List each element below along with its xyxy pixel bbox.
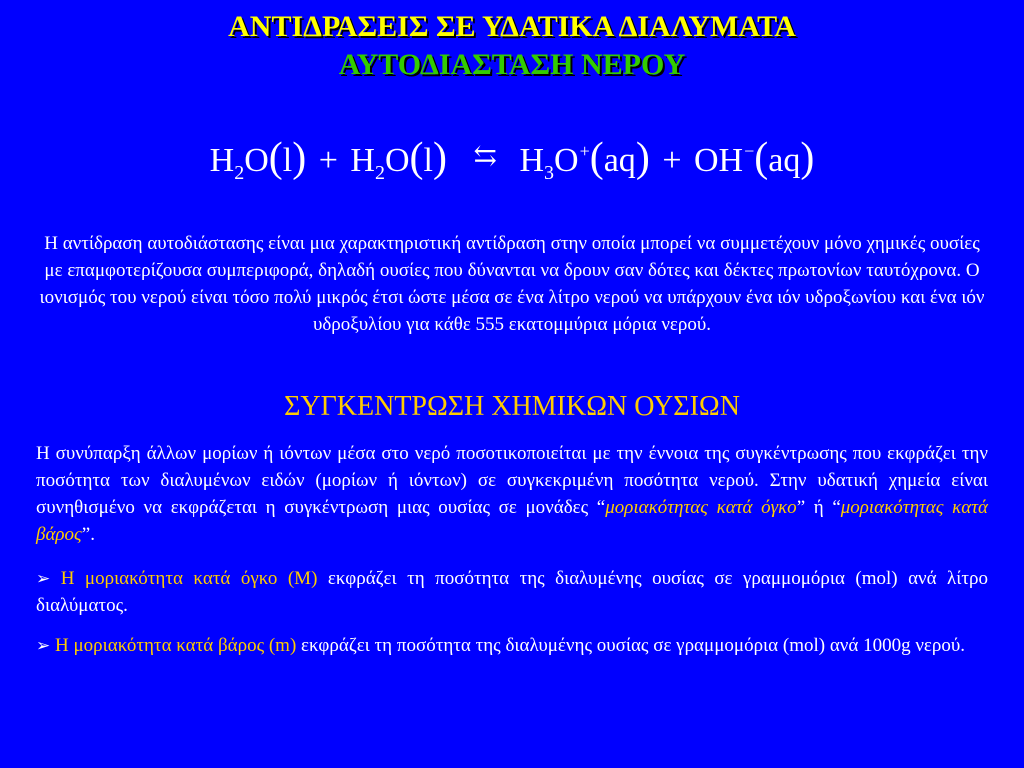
term-molality: μοριακότητας κατά βάρος — [36, 497, 988, 545]
product2: OH−(aq) — [694, 135, 815, 181]
plus-sign: + — [318, 142, 338, 179]
concentration-paragraph: Η συνύπαρξη άλλων μορίων ή ιόντων μέσα στο νερό ποσοτικοποιείται με την έννοια της συγκέντρωσης που εκφράζει την ποσότητα των διαλυμένων ειδών (μορίων ή ιόντων) σε συγκεκριμένη ποσότητα νερού. Στην υδατική χημεία είναι συνηθισμένο να εκφράζεται η συγκέντρωση μιας ουσίας σε μονάδες “μοριακότητας κατά όγκο” ή “μοριακότητας κατά βάρος”. — [36, 443, 988, 545]
autoionization-equation — [0, 126, 1024, 198]
section-heading: ΣΥΓΚΕΝΤΡΩΣΗ ΧΗΜΙΚΩΝ ΟΥΣΙΩΝ — [284, 391, 740, 422]
equilibrium-arrow-icon: ⇆ — [473, 141, 497, 172]
reactant1: $H_2O(l)$ — [209, 135, 307, 184]
list-item: ➢ Η μοριακότητα κατά βάρος (m) εκφράζει τη ποσότητα της διαλυμένης ουσίας σε γραμμομόρια (mol) ανά 1000g νερού. — [36, 635, 966, 656]
reactant2: $H_2O(l)$ — [350, 135, 447, 184]
slide-title: ΑΝΤΙΔΡΑΣΕΙΣ ΣΕ ΥΔΑΤΙΚΑ ΔΙΑΛΥΜΑΤΑ — [228, 10, 796, 43]
arrow-bullet-icon: ➢ — [36, 636, 51, 655]
autoionization-paragraph: Η αντίδραση αυτοδιάστασης είναι μια χαρακτηριστική αντίδραση στην οποία μπορεί να συμμετέχουν μόνο χημικές ουσίες με επαμφοτερίζουσα συμπεριφορά, δηλαδή ουσίες που δύνανται να δρουν σαν δότες και δέκτες πρωτονίων ταυτόχρονα. Ο ιονισμός του νερού είναι τόσο πολύ μικρός έτσι ώστε μέσα σε ένα λίτρο νερού να υπάρχουν ένα ιόν υδροξωνίου και ένα ιόν υδροξυλίου για κάθε 555 εκατομμύρια μόρια νερού. — [39, 233, 985, 335]
molality-term: Η μοριακότητα κατά βάρος (m) — [55, 635, 297, 656]
slide-subtitle: ΑΥΤΟΔΙΑΣΤΑΣΗ ΝΕΡΟΥ — [338, 48, 686, 81]
plus-sign: + — [662, 142, 682, 179]
list-item: ➢ Η μοριακότητα κατά όγκο (M) εκφράζει τη ποσότητα της διαλυμένης ουσίας σε γραμμομόρια (mol) ανά λίτρο διαλύματος. — [36, 568, 988, 616]
term-molarity: μοριακότητας κατά όγκο — [605, 497, 797, 518]
arrow-bullet-icon: ➢ — [36, 569, 51, 588]
molarity-term: Η μοριακότητα κατά όγκο (M) — [60, 568, 318, 589]
product1: $H_3O^+(aq)$ — [519, 135, 650, 184]
